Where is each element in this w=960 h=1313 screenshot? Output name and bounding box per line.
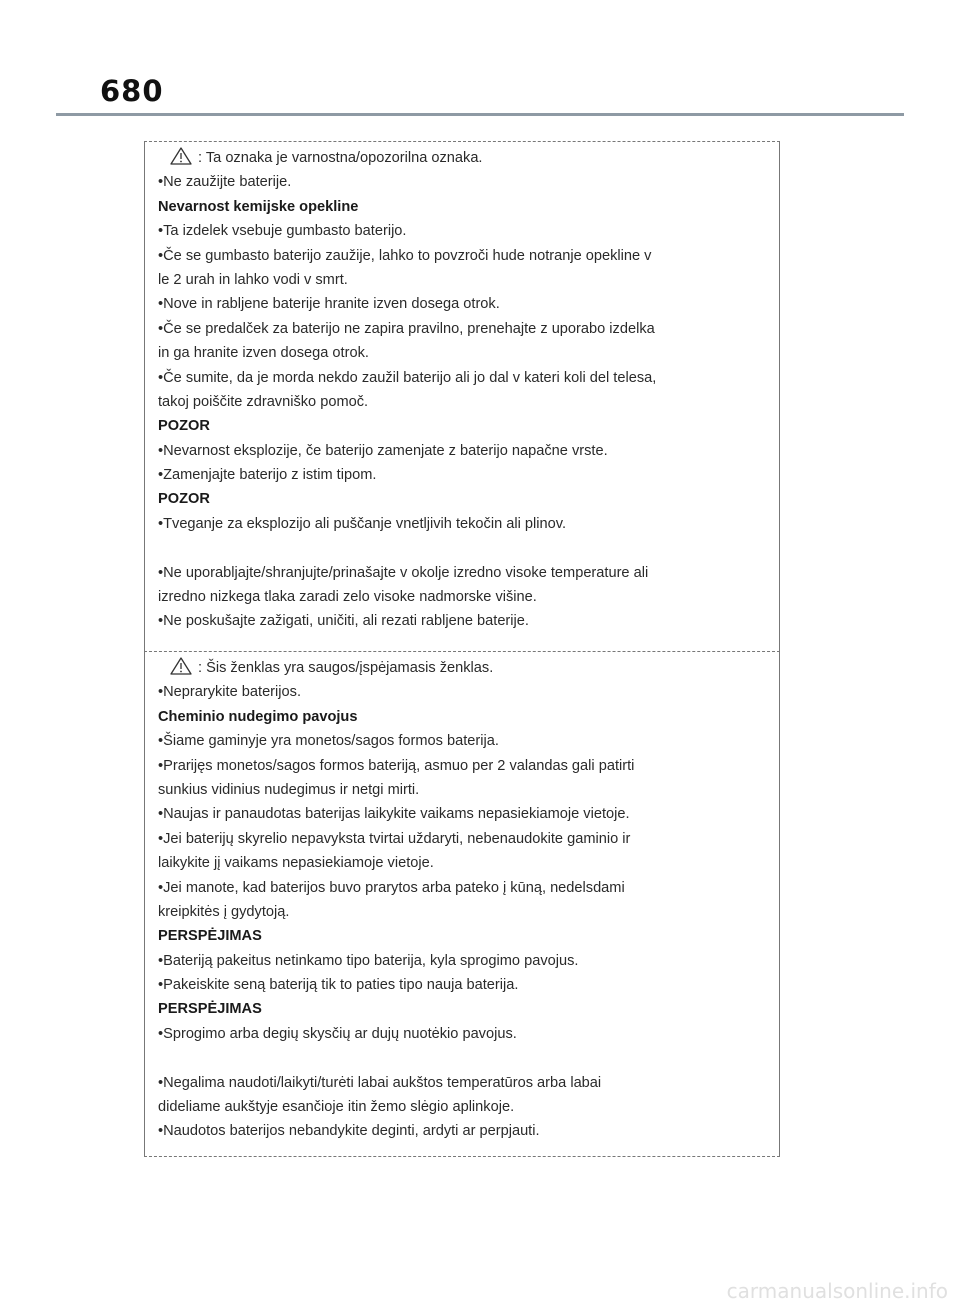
section-heading: POZOR: [158, 418, 210, 435]
warning-content-lithuanian: [145, 652, 779, 1144]
text-line: izredno nizkega tlaka zaradi zelo visoke nadmorske višine.: [158, 589, 537, 606]
text-line: laikykite jį vaikams nepasiekiamoje vietoje.: [158, 855, 434, 872]
page-number: 680: [100, 74, 164, 108]
text-line: •Nove in rabljene baterije hranite izven dosega otrok.: [158, 296, 500, 313]
warning-box-slovenian: [144, 141, 780, 651]
text-line: in ga hranite izven dosega otrok.: [158, 345, 369, 362]
section-heading: POZOR: [158, 491, 210, 508]
header-divider: [56, 113, 904, 116]
text-line: •Ne poskušajte zažigati, uničiti, ali rezati rabljene baterije.: [158, 613, 529, 630]
text-line: dideliame aukštyje esančioje itin žemo slėgio aplinkoje.: [158, 1099, 515, 1116]
warning-symbol-note: : Ta oznaka je varnostna/opozorilna oznaka.: [198, 150, 483, 166]
text-line: •Prarijęs monetos/sagos formos bateriją, asmuo per 2 valandas gali patirti: [158, 757, 635, 774]
warning-symbol-line: [158, 656, 779, 680]
warning-text-lines: [158, 680, 779, 1143]
warning-text-lines: [158, 170, 779, 633]
text-line: •Negalima naudoti/laikyti/turėti labai aukštos temperatūros arba labai: [158, 1074, 602, 1091]
warning-symbol-note: : Šis ženklas yra saugos/įspėjamasis ženklas.: [198, 660, 494, 676]
warning-content-slovenian: [145, 142, 779, 634]
blank-line: [158, 1046, 779, 1070]
text-line: •Tveganje za eksplozijo ali puščanje vnetljivih tekočin ali plinov.: [158, 515, 567, 532]
watermark: carmanualsonline.info: [726, 1279, 948, 1303]
text-line: takoj poiščite zdravniško pomoč.: [158, 393, 369, 410]
warning-symbol-line: [158, 146, 779, 170]
text-line: •Šiame gaminyje yra monetos/sagos formos baterija.: [158, 733, 499, 750]
text-line: •Naujas ir panaudotas baterijas laikykite vaikams nepasiekiamoje vietoje.: [158, 806, 630, 823]
section-heading: PERSPĖJIMAS: [158, 928, 262, 945]
blank-line: [158, 536, 779, 560]
text-line: •Naudotos baterijos nebandykite deginti, ardyti ar perpjauti.: [158, 1123, 540, 1140]
text-line: le 2 urah in lahko vodi v smrt.: [158, 271, 348, 288]
text-line: •Ta izdelek vsebuje gumbasto baterijo.: [158, 223, 407, 240]
text-line: •Sprogimo arba degių skysčių ar dujų nuotėkio pavojus.: [158, 1025, 517, 1042]
text-line: sunkius vidinius nudegimus ir netgi mirti.: [158, 781, 420, 798]
text-line: •Če se predalček za baterijo ne zapira pravilno, prenehajte z uporabo izdelka: [158, 320, 655, 337]
text-line: •Če sumite, da je morda nekdo zaužil baterijo ali jo dal v kateri koli del telesa,: [158, 369, 657, 386]
text-line: •Zamenjajte baterijo z istim tipom.: [158, 467, 377, 484]
section-heading: Nevarnost kemijske opekline: [158, 198, 359, 215]
text-line: kreipkitės į gydytoją.: [158, 903, 290, 920]
text-line: •Bateriją pakeitus netinkamo tipo baterija, kyla sprogimo pavojus.: [158, 952, 579, 969]
text-line: •Pakeiskite seną bateriją tik to paties tipo nauja baterija.: [158, 977, 519, 994]
warning-triangle-icon: [170, 147, 192, 165]
text-line: •Ne zaužijte baterije.: [158, 174, 292, 191]
text-line: •Jei manote, kad baterijos buvo prarytos arba pateko į kūną, nedelsdami: [158, 879, 625, 896]
section-heading: PERSPĖJIMAS: [158, 1001, 262, 1018]
warning-triangle-icon: [170, 657, 192, 675]
text-line: •Nevarnost eksplozije, če baterijo zamenjate z baterijo napačne vrste.: [158, 442, 608, 459]
text-line: •Jei baterijų skyrelio nepavyksta tvirtai uždaryti, nebenaudokite gaminio ir: [158, 830, 631, 847]
text-line: •Če se gumbasto baterijo zaužije, lahko to povzroči hude notranje opekline v: [158, 247, 652, 264]
text-line: •Ne uporabljajte/shranjujte/prinašajte v okolje izredno visoke temperature ali: [158, 564, 649, 581]
text-line: •Neprarykite baterijos.: [158, 684, 301, 701]
section-heading: Cheminio nudegimo pavojus: [158, 708, 358, 725]
warning-box-lithuanian: [144, 651, 780, 1157]
